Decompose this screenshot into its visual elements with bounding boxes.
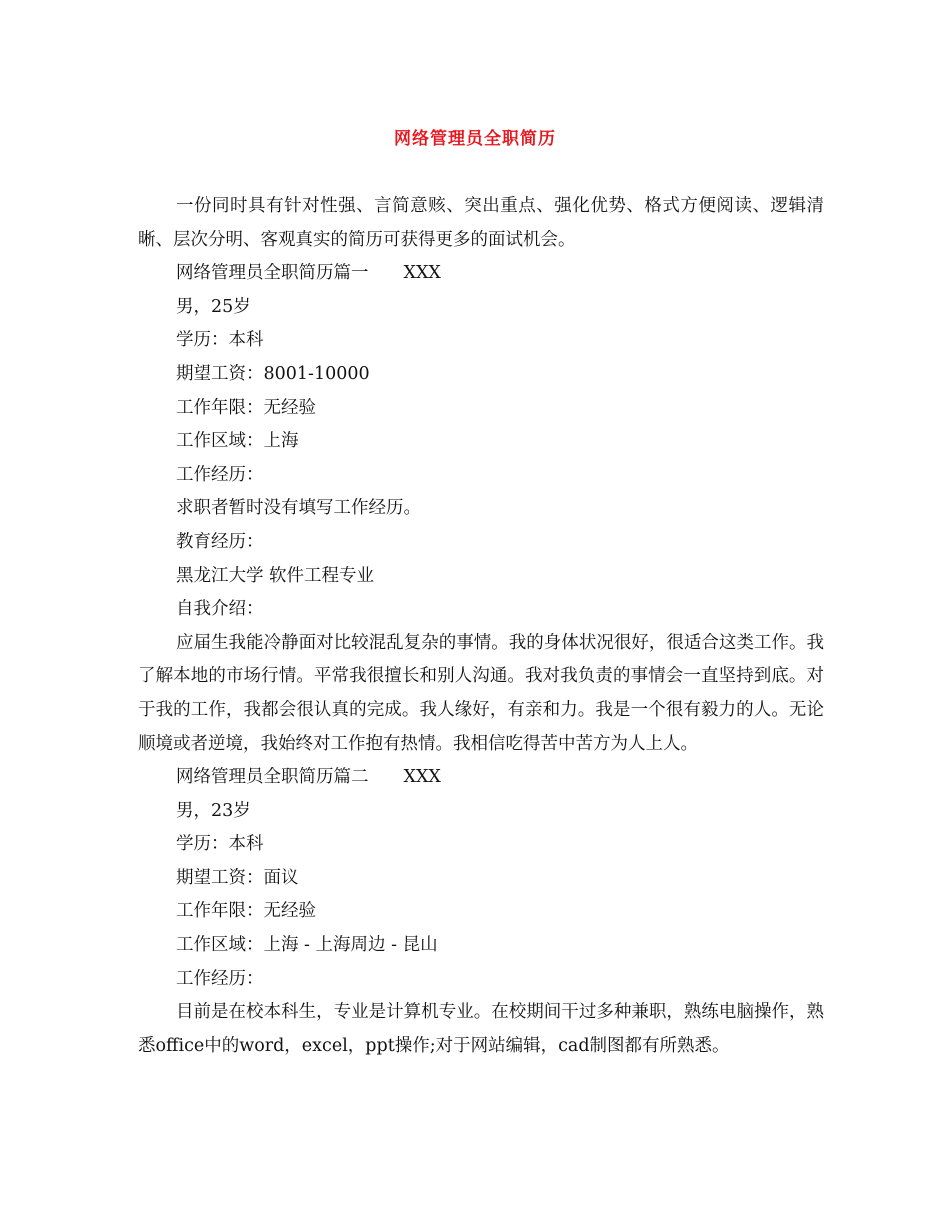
resume1-work: 求职者暂时没有填写工作经历。 <box>176 498 421 519</box>
resume1-self-intro: 应届生我能冷静面对比较混乱复杂的事情。我的身体状况很好，很适合这类工作。我了解本地的市场行情。平常我很擅长和别人沟通。我对我负责的事情会一直坚持到底。对于我的工作，我都会很认真的完成。我人缘好，有亲和力。我是一个很有毅力的人。无论顺境或者逆境，我始终对工作抱有热情。我相信吃得苦中苦方为人上人。 <box>138 632 824 754</box>
resume1-salary: 期望工资：8001-10000 <box>176 363 370 384</box>
resume2-gender-age: 男，23岁 <box>176 800 251 821</box>
resume2-work: 目前是在校本科生，专业是计算机专业。在校期间干过多种兼职，熟练电脑操作，熟悉office中的word，excel，ppt操作;对于网站编辑，cad制图都有所熟悉。 <box>138 1002 824 1056</box>
resume1-education-level: 学历：本科 <box>176 330 264 351</box>
resume1-edu: 黑龙江大学 软件工程专业 <box>176 565 375 586</box>
resume1-region: 工作区域：上海 <box>176 431 299 452</box>
resume1-work-label: 工作经历： <box>176 464 264 485</box>
resume1-gender-age: 男，25岁 <box>176 296 251 317</box>
intro-paragraph: 一份同时具有针对性强、言简意赅、突出重点、强化优势、格式方便阅读、逻辑清晰、层次分明、客观真实的简历可获得更多的面试机会。 <box>138 196 824 250</box>
resume2-work-label: 工作经历： <box>176 968 264 989</box>
document-body <box>138 190 824 1063</box>
resume2-region: 工作区域：上海 - 上海周边 - 昆山 <box>176 935 438 956</box>
resume1-self-label: 自我介绍： <box>176 599 264 620</box>
resume1-years: 工作年限：无经验 <box>176 397 316 418</box>
resume1-edu-label: 教育经历： <box>176 531 264 552</box>
resume2-education-level: 学历：本科 <box>176 834 264 855</box>
resume2-salary: 期望工资：面议 <box>176 867 299 888</box>
resume2-heading: 网络管理员全职简历篇二 XXX <box>176 767 441 788</box>
resume1-heading: 网络管理员全职简历篇一 XXX <box>176 263 441 284</box>
resume2-years: 工作年限：无经验 <box>176 901 316 922</box>
document-title: 网络管理员全职简历 <box>394 129 556 149</box>
